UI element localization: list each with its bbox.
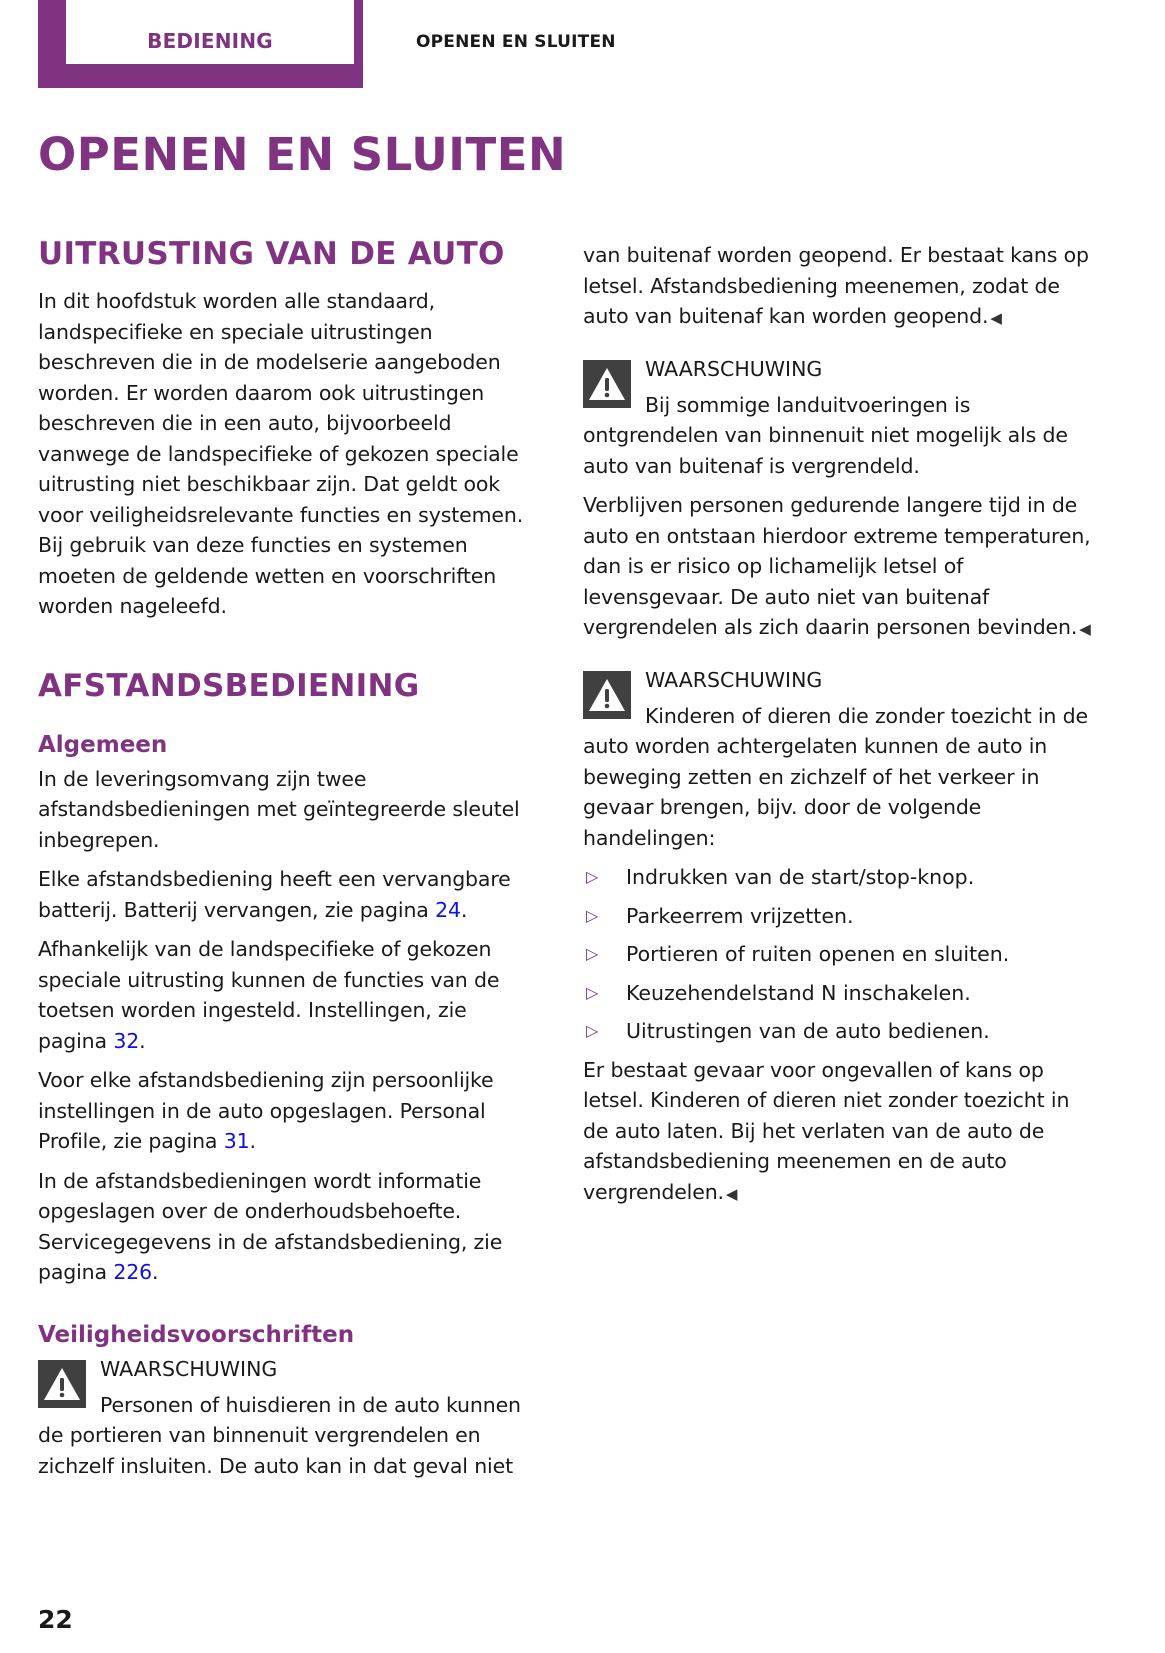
list-item-text: Keuzehendelstand N inschakelen. <box>626 980 971 1005</box>
left-column <box>38 236 538 1490</box>
subsection-title-veiligheidsvoorschriften: Veiligheidsvoorschriften <box>38 1321 355 1348</box>
section-tab-label: BEDIENING <box>147 29 273 53</box>
warning-triangle-icon <box>583 360 631 408</box>
section-title-uitrusting: UITRUSTING VAN DE AUTO <box>38 236 505 272</box>
list-item <box>583 862 1093 893</box>
warning-continuation <box>583 240 1093 334</box>
paragraph-leveringsomvang: In de leveringsomvang zijn twee afstandsbedieningen met geïntegreerde sleutel inbegrepen. <box>38 766 520 852</box>
list-item-text: Portieren of ruiten openen en sluiten. <box>626 942 1010 966</box>
subsection-title-algemeen: Algemeen <box>38 731 168 758</box>
warning-closing <box>583 1055 1093 1210</box>
section-tab-inner <box>66 0 354 64</box>
page-link-32[interactable]: 32 <box>113 1028 140 1053</box>
paragraph-text: Verblijven personen gedurende langere tijd in de auto en ontstaan hierdoor extreme temperaturen, dan is er risico op lichamelijk letsel of levensgevaar. De auto niet van buitenaf vergrendelen als zich daarin personen bevinden. <box>583 493 1091 639</box>
page-link-31[interactable]: 31 <box>223 1129 250 1153</box>
warning-text: Kinderen of dieren die zonder toezicht in de auto worden achtergelaten kunnen de auto in beweging zetten en zichzelf of het verkeer in gevaar brengen, bijv. door de volgende handelingen: <box>583 703 1088 850</box>
period: . <box>152 1260 159 1284</box>
triangle-right-outline-icon: ▷ <box>586 867 599 886</box>
list-item <box>583 939 1093 970</box>
end-mark-icon: ◀ <box>1079 620 1091 638</box>
page-number: 22 <box>38 1605 73 1634</box>
list-item <box>583 978 1093 1009</box>
warning-text: Personen of huisdieren in de auto kunnen de portieren van binnenuit vergrendelen en zichzelf insluiten. De auto kan in dat geval niet <box>38 1392 521 1478</box>
triangle-right-outline-icon: ▷ <box>586 982 599 1002</box>
warning-label: WAARSCHUWING <box>645 356 823 381</box>
period: . <box>139 1028 146 1053</box>
page-link-24[interactable]: 24 <box>435 897 461 922</box>
list-item <box>583 901 1093 932</box>
section-title-afstandsbediening: AFSTANDSBEDIENING <box>38 667 420 704</box>
paragraph-servicegegevens <box>38 1166 538 1288</box>
page-link-226[interactable]: 226 <box>113 1260 152 1284</box>
paragraph-text: In de afstandsbedieningen wordt informatie opgeslagen over de onderhoudsbehoefte. Servicegegevens in de afstandsbediening, zie pagina <box>38 1168 503 1284</box>
section-tab <box>38 0 363 88</box>
paragraph-personal-profile <box>38 1065 538 1157</box>
period: . <box>249 1129 256 1153</box>
warning-block <box>38 1354 538 1482</box>
right-column <box>583 240 1093 1218</box>
paragraph-text: Afhankelijk van de landspecifieke of gekozen speciale uitrusting kunnen de functies van de toetsen worden ingesteld. Instellingen, zie pagina <box>38 937 500 1053</box>
warning-label: WAARSCHUWING <box>645 667 823 692</box>
chapter-title: OPENEN EN SLUITEN <box>38 128 567 181</box>
list-item-text: Indrukken van de start/stop-knop. <box>626 865 975 889</box>
period: . <box>460 897 468 922</box>
warning-text-2 <box>583 490 1093 645</box>
warning-block <box>583 665 1093 1210</box>
paragraph-text: Elke afstandsbediening heeft een vervangbare batterij. Batterij vervangen, zie pagina <box>38 867 511 922</box>
end-mark-icon: ◀ <box>725 1184 738 1203</box>
list-item <box>583 1016 1093 1047</box>
warning-block <box>583 354 1093 645</box>
paragraph-instellingen <box>38 934 538 1056</box>
list-item-text: Parkeerrem vrijzetten. <box>626 903 854 928</box>
end-mark-icon: ◀ <box>990 309 1002 327</box>
paragraph-text: van buitenaf worden geopend. Er bestaat kans op letsel. Afstandsbediening meenemen, zodat de auto van buitenaf kan worden geopend. <box>583 243 1089 328</box>
intro-paragraph: In dit hoofdstuk worden alle standaard, landspecifieke en speciale uitrustingen beschreven die in de modelserie aangeboden worden. Er worden daarom ook uitrustingen beschreven die in een auto, bijvoorbeeld vanwege de landspecifieke of gekozen speciale uitrusting niet beschikbaar zijn. Dat geldt ook voor veiligheidsrelevante functies en systemen. Bij gebruik van deze functies en systemen moeten de geldende wetten en voorschriften worden nageleefd. <box>38 289 524 618</box>
triangle-right-outline-icon: ▷ <box>586 905 599 925</box>
warning-triangle-icon <box>38 1360 86 1408</box>
paragraph-text: Er bestaat gevaar voor ongevallen of kans op letsel. Kinderen of dieren niet zonder toezicht in de auto laten. Bij het verlaten van de auto de afstandsbediening meenemen en de auto vergrendelen. <box>583 1057 1070 1204</box>
paragraph-text: Voor elke afstandsbediening zijn persoonlijke instellingen in de auto opgeslagen. Personal Profile, zie pagina <box>38 1068 494 1153</box>
running-header-title: OPENEN EN SLUITEN <box>416 32 616 52</box>
action-list <box>583 862 1093 1047</box>
triangle-right-outline-icon: ▷ <box>586 944 599 963</box>
list-item-text: Uitrustingen van de auto bedienen. <box>626 1019 990 1043</box>
warning-text: Bij sommige landuitvoeringen is ontgrendelen van binnenuit niet mogelijk als de auto van buitenaf is vergrendeld. <box>583 392 1068 478</box>
paragraph-batterij <box>38 864 538 925</box>
warning-triangle-icon <box>583 671 631 719</box>
triangle-right-outline-icon: ▷ <box>586 1021 599 1040</box>
warning-label: WAARSCHUWING <box>100 1356 278 1381</box>
